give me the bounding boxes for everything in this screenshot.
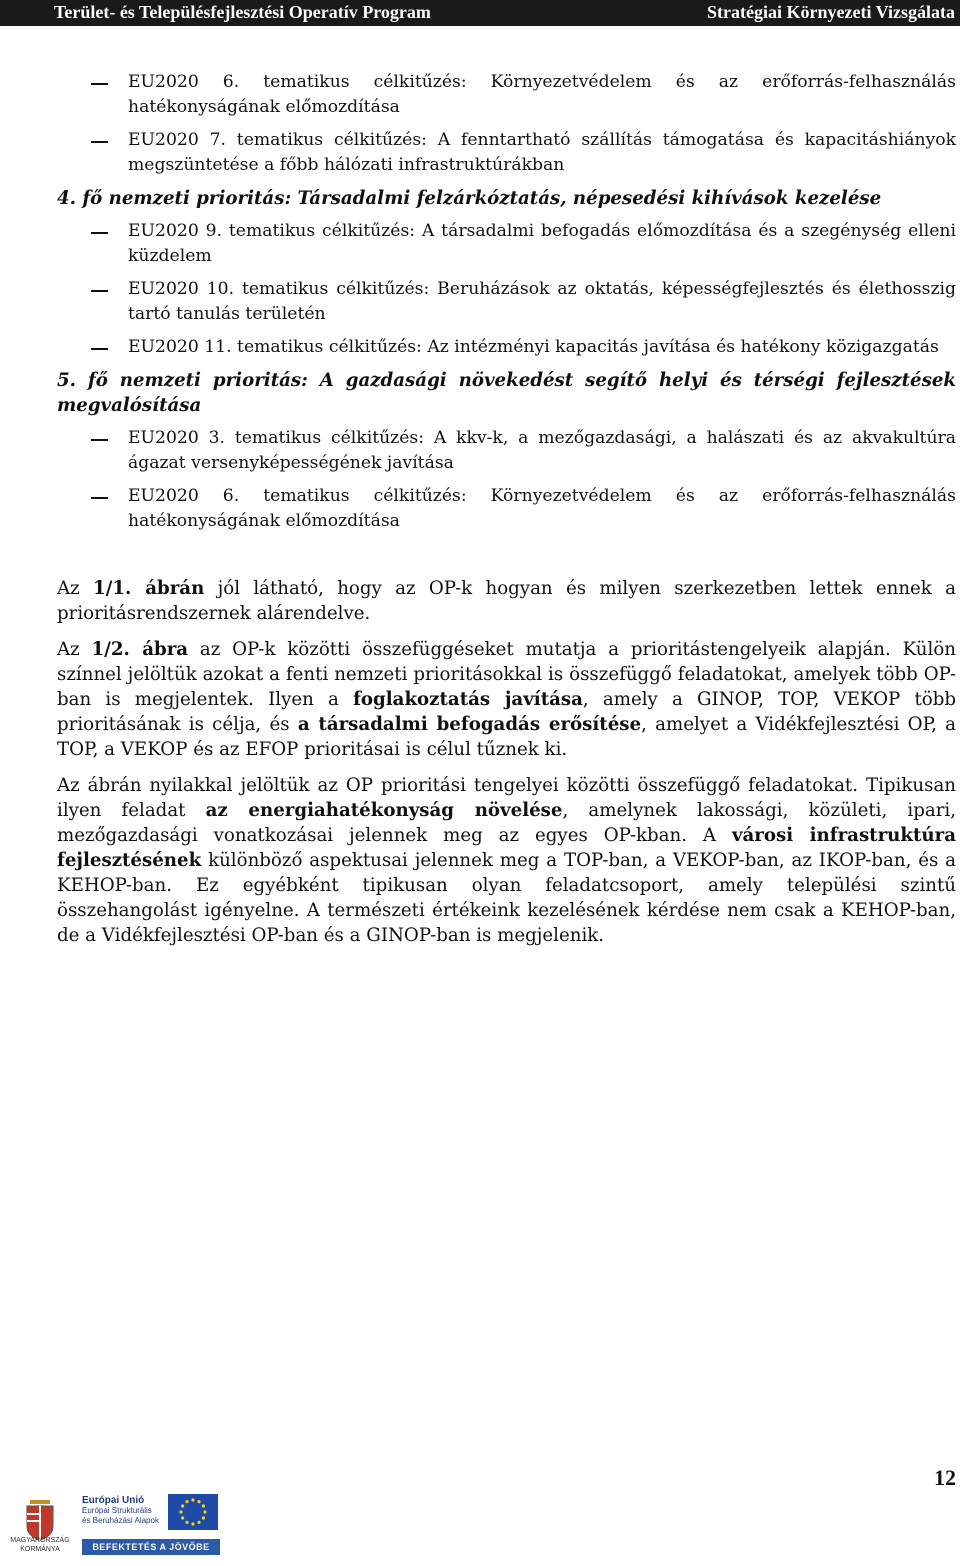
priority-list [57,70,956,534]
footer-logos [0,1492,960,1566]
header-left-title: Terület- és Településfejlesztési Operatív Program [54,2,431,22]
eu-logo-text [82,1496,162,1526]
eu-subtitle: Európai Strukturális és Beruházási Alapok [82,1506,159,1525]
spacer [57,542,956,576]
emphasis-text: a társadalmi befogadás erősítése [297,714,642,735]
header-right-title: Stratégiai Környezeti Vizsgálata [707,2,955,22]
paragraph-text: , amelyet a Vidékfejlesztési OP, a TOP, a VEKOP és az EFOP prioritásai is célul tűznek ki. [57,714,956,760]
national-priority-heading: 4. fő nemzeti prioritás: Társadalmi felzárkóztatás, népesedési kihívások kezelése [57,188,882,209]
body-paragraph [57,637,956,762]
objective-list-item: EU2020 6. tematikus célkitűzés: Környezetvédelem és az erőforrás-felhasználás hatékonyságának előmozdítása [57,70,956,120]
body-paragraph [57,773,956,948]
paragraph-text: , amely a GINOP, TOP, VEKOP több prioritásának is célja, és [57,689,957,735]
eu-flag-icon [168,1494,218,1530]
document-body [57,70,956,959]
investment-banner: BEFEKTETÉS A JÖVŐBE [82,1539,220,1555]
objective-list-item: EU2020 9. tematikus célkitűzés: A társadalmi befogadás előmozdítása és a szegénység elleni küzdelem [57,219,956,269]
paragraph-text: , amelynek lakossági, közületi, ipari, mezőgazdasági vonatkozásai jelennek meg az egyes OP-kban. A [57,800,956,846]
emphasis-text: foglakoztatás javítása [353,689,583,710]
emphasis-text: városi infrastruktúra fejlesztésének [57,825,956,871]
paragraph-text: jól látható, hogy az OP-k hogyan és milyen szerkezetben lettek ennek a prioritásrendszernek alárendelve. [57,578,956,624]
objective-list-item: EU2020 10. tematikus célkitűzés: Beruházások az oktatás, képességfejlesztés és élethosszig tartó tanulás területén [57,277,956,327]
paragraph-text: Az [57,639,92,660]
paragraph-text: különböző aspektusai jelennek meg a TOP-ban, a VEKOP-ban, az IKOP-ban, és a KEHOP-ban. Ez egyébként tipikusan olyan feladatcsoport, amely települési szintű összehangolást igényelne. A természeti értékeink kezelésének kérdése nem csak a KEHOP-ban, de a Vidékfejlesztési OP-ban és a GINOP-ban is megjelenik. [57,850,956,946]
emphasis-text: 1/1. ábrán [93,578,205,599]
eu-title: Európai Unió [82,1495,145,1506]
objective-list-item: EU2020 6. tematikus célkitűzés: Környezetvédelem és az erőforrás-felhasználás hatékonyságának előmozdítása [57,484,956,534]
objective-list-item: EU2020 7. tematikus célkitűzés: A fenntartható szállítás támogatása és kapacitáshiányok megszüntetése a főbb hálózati infrastruktúrákban [57,128,956,178]
national-priority-heading: 5. fő nemzeti prioritás: A gazdasági növekedést segítő helyi és térségi fejlesztések megvalósítása [57,370,956,416]
paragraph-text: az OP-k közötti összefüggéseket mutatja a prioritástengelyeik alapján. Külön színnel jelöltük azokat a fenti nemzeti prioritásokkal is összefüggő feladatokat, amelyek több OP-ban is megjelentek. Ilyen a [57,639,957,710]
page-number: 12 [934,1465,956,1490]
body-paragraph [57,576,956,626]
government-label: MAGYARORSZÁG KORMÁNYA [10,1537,70,1553]
paragraph-text: Az ábrán nyilakkal jelöltük az OP prioritási tengelyei közötti összefüggő feladatokat. Tipikusan ilyen feladat [57,775,956,821]
paragraphs [57,576,956,948]
paragraph-text: Az [57,578,94,599]
running-header [0,0,960,26]
emphasis-text: az energiahatékonyság növelése [205,800,563,821]
emphasis-text: 1/2. ábra [91,639,189,660]
objective-list-item: EU2020 3. tematikus célkitűzés: A kkv-k, a mezőgazdasági, a halászati és az akvakultúra ágazat versenyképességének javítása [57,426,956,476]
objective-list-item: EU2020 11. tematikus célkitűzés: Az intézményi kapacitás javítása és hatékony közigazgatás [57,335,956,360]
